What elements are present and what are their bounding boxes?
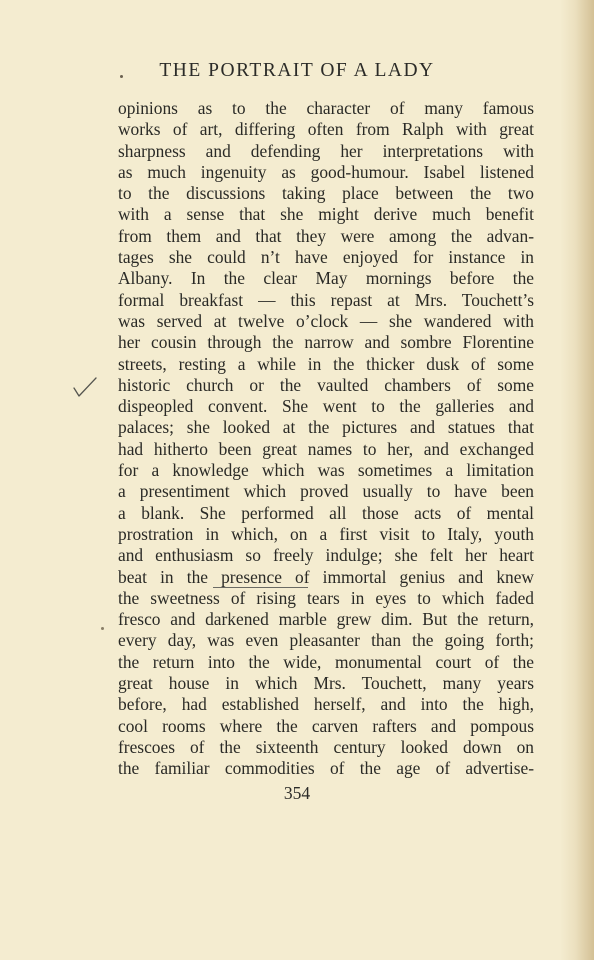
- text-line: every day, was even pleasanter than the going forth;: [118, 630, 534, 651]
- text-line: the return into the wide, monumental court of the: [118, 651, 534, 672]
- text-line: the familiar commodities of the age of advertise-: [118, 758, 534, 779]
- text-line: streets, resting a while in the thicker dusk of some: [118, 353, 534, 374]
- text-line: the sweetness of rising tears in eyes to which faded: [118, 587, 534, 608]
- text-line: works of art, differing often from Ralph with great: [118, 119, 534, 140]
- text-line: prostration in which, on a first visit to Italy, youth: [118, 523, 534, 544]
- page-number: 354: [283, 783, 311, 803]
- ink-speck: [120, 75, 123, 78]
- text-line: with a sense that she might derive much benefit: [118, 204, 534, 225]
- text-line: opinions as to the character of many famous: [118, 98, 534, 118]
- text-line: before, had established herself, and into the high,: [118, 694, 534, 715]
- body-text: [118, 98, 534, 780]
- text-line: her cousin through the narrow and sombre Florentine: [118, 332, 534, 353]
- text-line: historic church or the vaulted chambers of some: [118, 374, 534, 395]
- text-line: from them and that they were among the advan-: [118, 225, 534, 246]
- text-line: frescoes of the sixteenth century looked down on: [118, 736, 534, 757]
- pencil-checkmark-icon: [72, 376, 98, 398]
- text-line: dispeopled convent. She went to the galleries and: [118, 396, 534, 417]
- text-line: was served at twelve o’clock — she wandered with: [118, 310, 534, 331]
- text-line: palaces; she looked at the pictures and statues that: [118, 417, 534, 438]
- text-line: beat in the presence of immortal genius and knew: [118, 566, 534, 587]
- text-line: had hitherto been great names to her, and exchanged: [118, 438, 534, 459]
- ink-speck: [101, 627, 104, 630]
- pencil-underline: [213, 587, 308, 588]
- text-line: to the discussions taking place between the two: [118, 183, 534, 204]
- text-line: Albany. In the clear May mornings before the: [118, 268, 534, 289]
- text-line: great house in which Mrs. Touchett, many years: [118, 673, 534, 694]
- text-line: for a knowledge which was sometimes a limitation: [118, 460, 534, 481]
- text-line: a blank. She performed all those acts of mental: [118, 502, 534, 523]
- text-line: a presentiment which proved usually to have been: [118, 481, 534, 502]
- text-line: and enthusiasm so freely indulge; she felt her heart: [118, 545, 534, 566]
- text-line: sharpness and defending her interpretations with: [118, 140, 534, 161]
- text-line: as much ingenuity as good-humour. Isabel listened: [118, 161, 534, 182]
- text-line: fresco and darkened marble grew dim. But the return,: [118, 609, 534, 630]
- text-line: tages she could n’t have enjoyed for instance in: [118, 247, 534, 268]
- running-head: THE PORTRAIT OF A LADY: [159, 60, 435, 81]
- text-line: formal breakfast — this repast at Mrs. Touchett’s: [118, 289, 534, 310]
- text-line: cool rooms where the carven rafters and pompous: [118, 715, 534, 736]
